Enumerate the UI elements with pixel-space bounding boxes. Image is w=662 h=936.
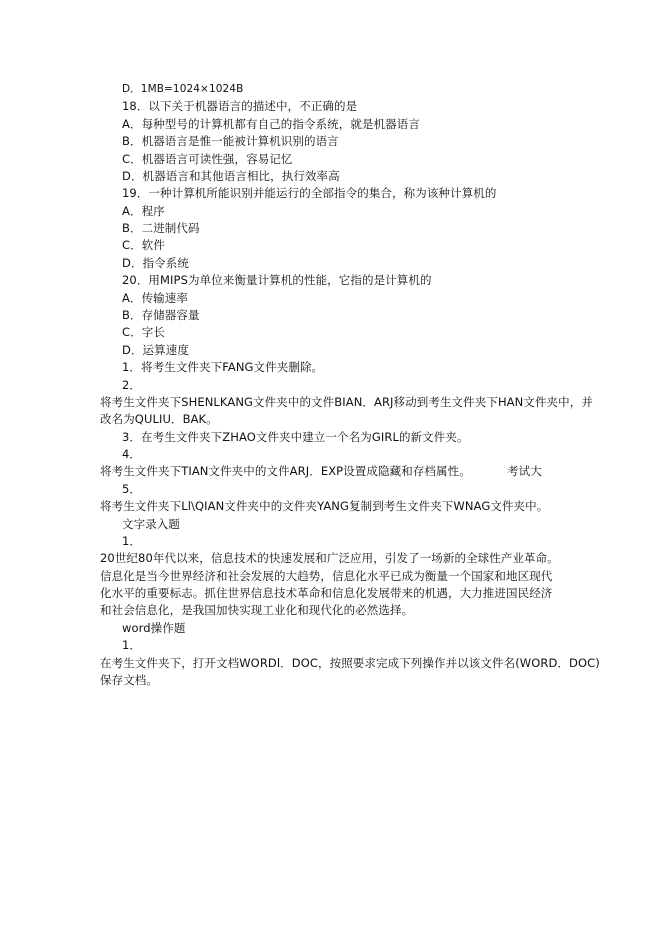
option-d-q17: D．1MB=1024×1024B bbox=[122, 83, 244, 95]
operation-item-2-number: 2． bbox=[122, 378, 142, 392]
question-18: 18．以下关于机器语言的描述中，不正确的是 bbox=[122, 99, 358, 113]
option-c-q19: C．软件 bbox=[122, 238, 165, 252]
option-d-q18: D．机器语言和其他语言相比，执行效率高 bbox=[122, 169, 340, 183]
text-entry-item-1-number: 1． bbox=[122, 534, 142, 548]
operation-item-2-text-cont: 改名为QULIU．BAK。 bbox=[100, 412, 218, 426]
question-20: 20．用MIPS为单位来衡量计算机的性能，它指的是计算机的 bbox=[122, 273, 432, 287]
operation-item-5-number: 5． bbox=[122, 482, 142, 496]
option-a-q18: A．每种型号的计算机都有自己的指令系统，就是机器语言 bbox=[122, 117, 420, 131]
option-d-q19: D．指令系统 bbox=[122, 256, 189, 270]
operation-item-1: 1．将考生文件夹下FANG文件夹删除。 bbox=[122, 360, 324, 374]
section-heading-word: word操作题 bbox=[122, 621, 186, 635]
option-b-q20: B．存储器容量 bbox=[122, 308, 200, 322]
option-a-q19: A．程序 bbox=[122, 204, 165, 218]
option-b-q18: B．机器语言是惟一能被计算机识别的语言 bbox=[122, 134, 339, 148]
text-entry-paragraph-line-1: 20世纪80年代以来，信息技术的快速发展和广泛应用，引发了一场新的全球性产业革命。 bbox=[100, 551, 559, 565]
option-c-q18: C．机器语言可读性强，容易记忆 bbox=[122, 152, 293, 166]
operation-item-5-text: 将考生文件夹下Ll\QIAN文件夹中的文件夹YANG复制到考生文件夹下WNAG文件夹中。 bbox=[100, 499, 549, 513]
text-entry-paragraph-line-3: 化水平的重要标志。抓住世界信息技术革命和信息化发展带来的机遇，大力推进国民经济 bbox=[100, 586, 553, 600]
option-c-q20: C．字长 bbox=[122, 325, 165, 339]
operation-item-3: 3．在考生文件夹下ZHAO文件夹中建立一个名为GIRL的新文件夹。 bbox=[122, 430, 469, 444]
text-entry-paragraph-line-4: 和社会信息化，是我国加快实现工业化和现代化的必然选择。 bbox=[100, 603, 414, 617]
operation-item-4-text: 将考生文件夹下TIAN文件夹中的文件ARJ．EXP设置成隐藏和存档属性。 bbox=[100, 464, 471, 478]
word-item-1-number: 1． bbox=[122, 638, 142, 652]
word-item-1-text-cont: 保存文档。 bbox=[100, 673, 158, 687]
text-entry-paragraph-line-2: 信息化是当今世界经济和社会发展的大趋势，信息化水平已成为衡量一个国家和地区现代 bbox=[100, 569, 553, 583]
word-item-1-text: 在考生文件夹下，打开文档WORDl．DOC，按照要求完成下列操作并以该文件名(WORD．DOC) bbox=[100, 656, 600, 670]
operation-item-4-number: 4． bbox=[122, 447, 142, 461]
option-a-q20: A．传输速率 bbox=[122, 291, 188, 305]
option-d-q20: D．运算速度 bbox=[122, 343, 189, 357]
question-19: 19．一种计算机所能识别并能运行的全部指令的集合，称为该种计算机的 bbox=[122, 186, 497, 200]
operation-item-2-text: 将考生文件夹下SHENLKANG文件夹中的文件BIAN．ARJ移动到考生文件夹下HAN文件夹中，并 bbox=[100, 395, 593, 409]
option-b-q19: B．二进制代码 bbox=[122, 221, 200, 235]
watermark-text: 考试大 bbox=[507, 464, 542, 478]
section-heading-text-entry: 文字录入题 bbox=[122, 517, 180, 531]
